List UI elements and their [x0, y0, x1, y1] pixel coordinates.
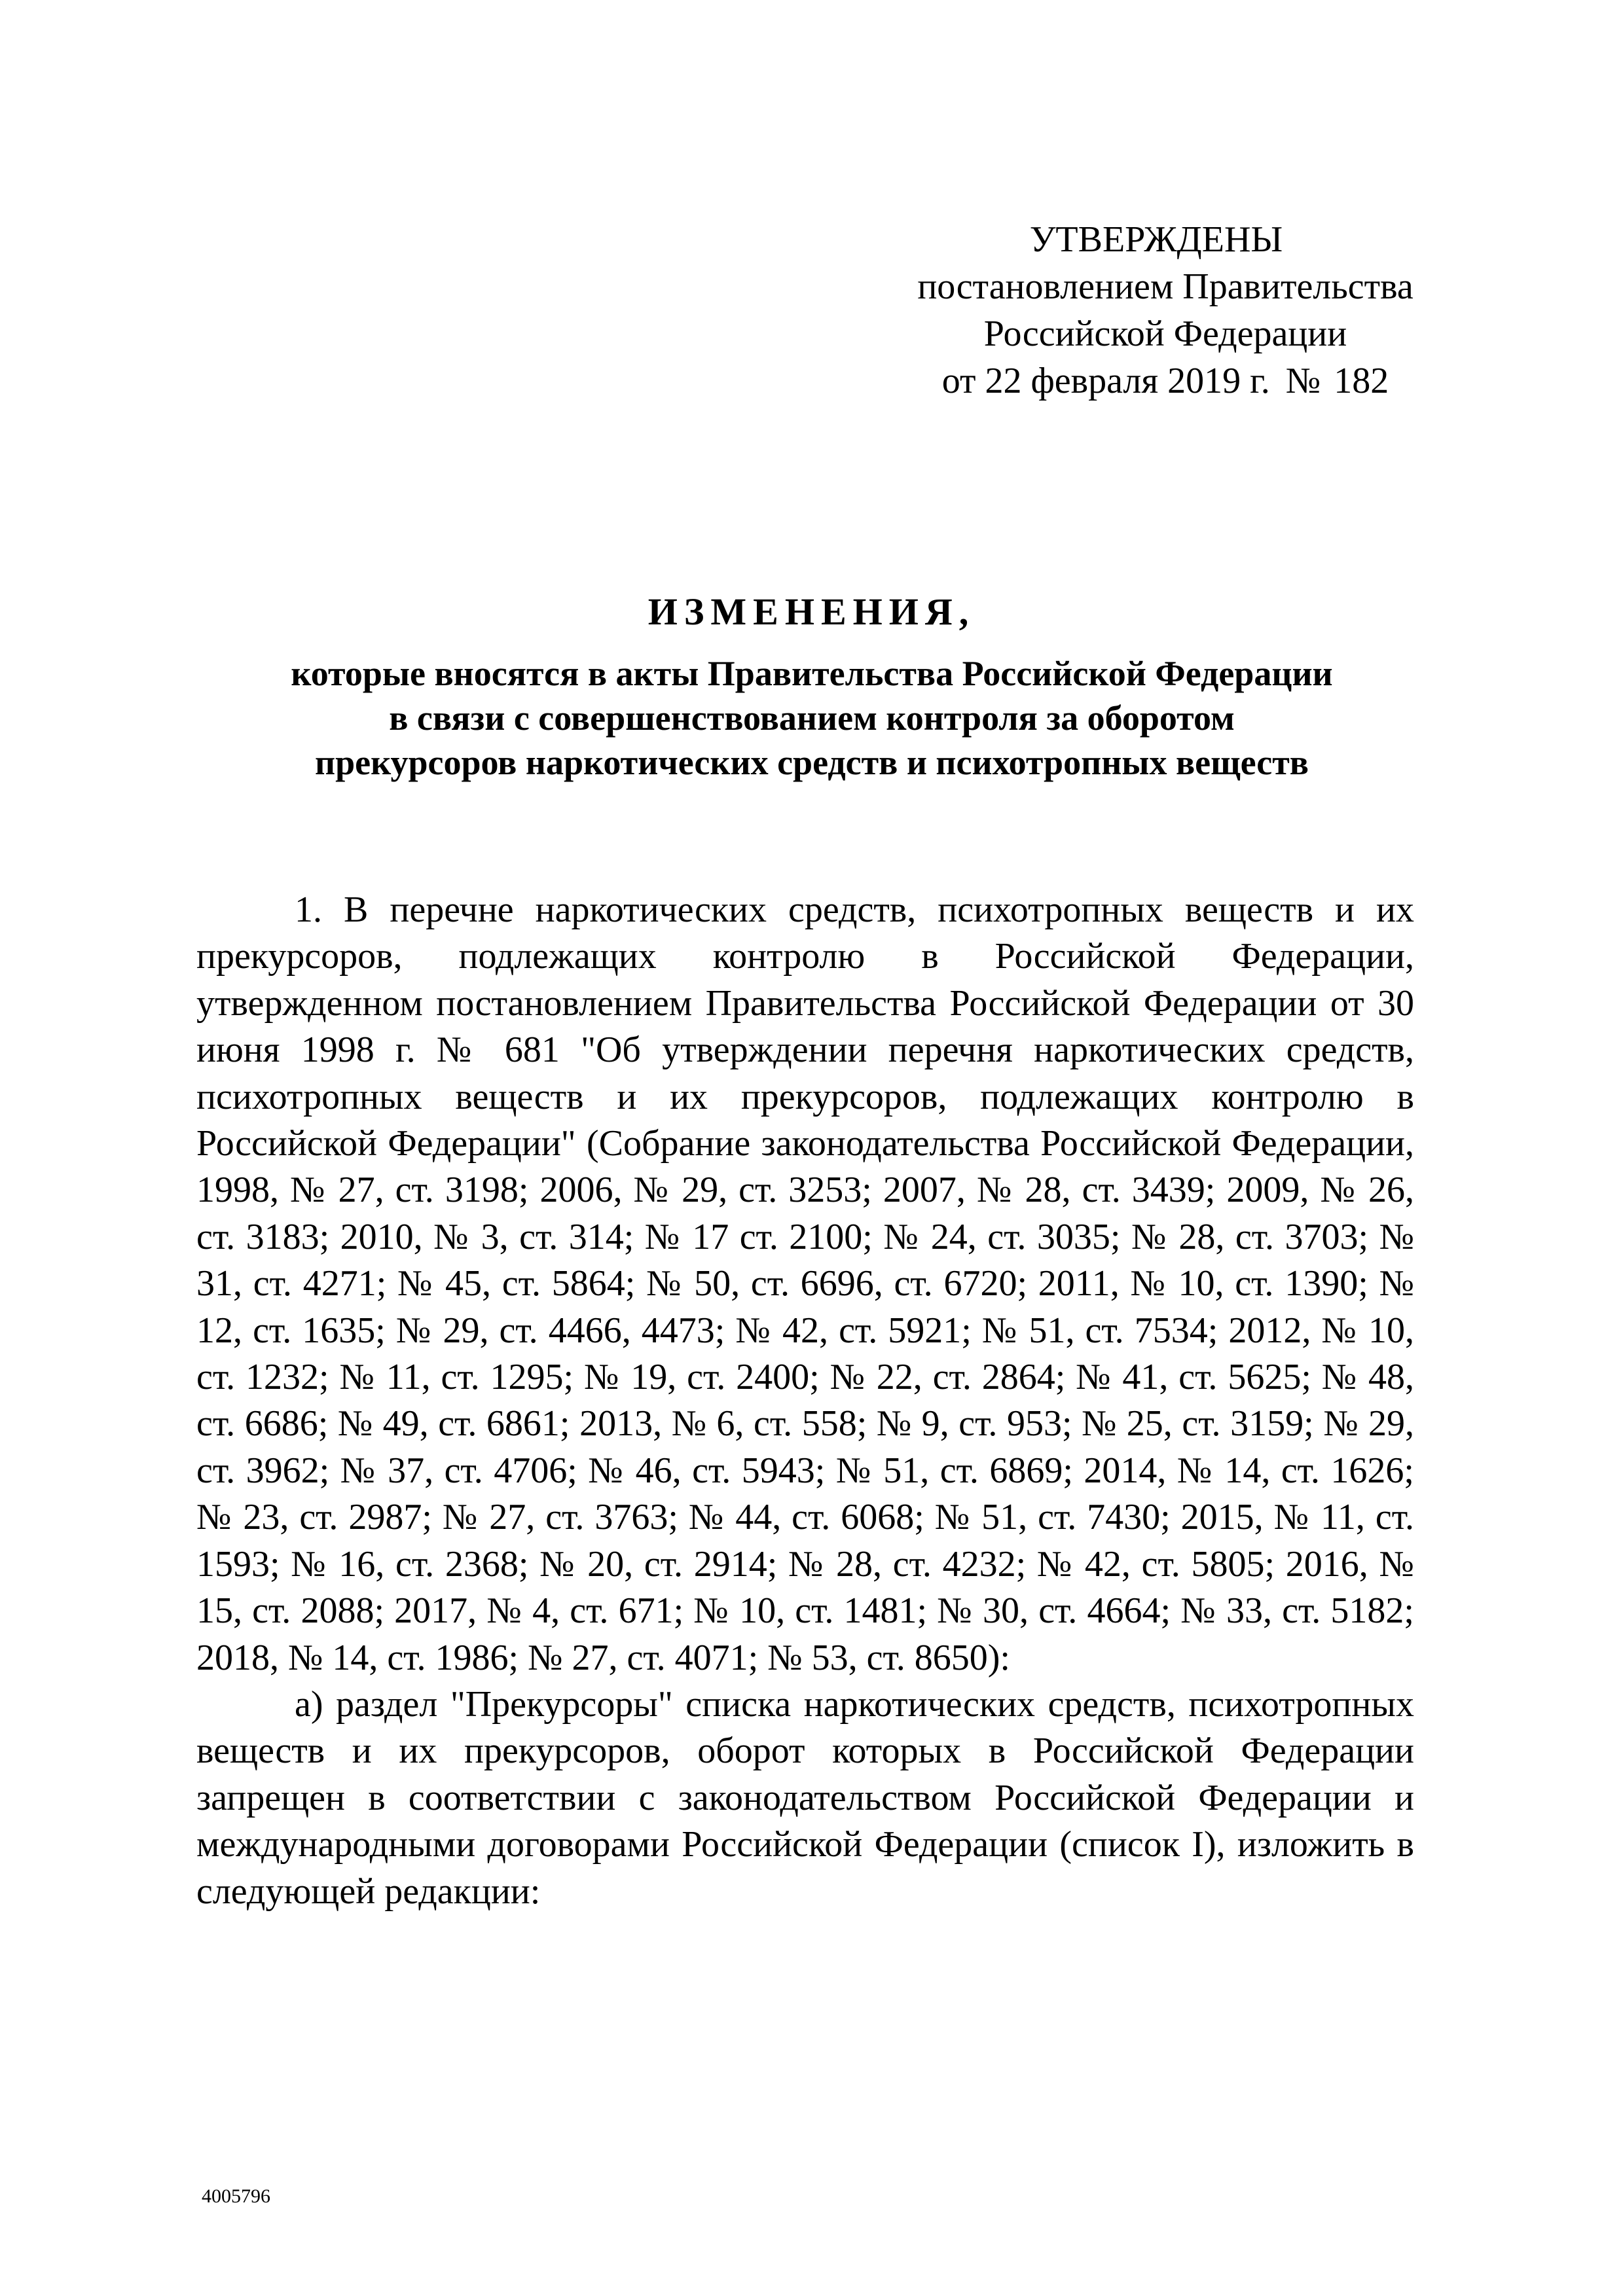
subtitle-line-1: которые вносятся в акты Правительства Российской Федерации [291, 654, 1333, 693]
document-subtitle [164, 651, 1460, 785]
approval-date-number [871, 357, 1460, 404]
paragraph-1: 1. В перечне наркотических средств, психотропных веществ и их прекурсоров, подлежащих контролю в Российской Федерации, утвержденном постановлением Правительства Российской Федерации от 30 июня 1998 г. № 681 "Об утверждении перечня наркотических средств, психотропных веществ и их прекурсоров, подлежащих контролю в Российской Федерации" (Собрание законодательства Российской Федерации, 1998, № 27, ст. 3198; 2006, № 29, ст. 3253; 2007, № 28, ст. 3439; 2009, № 26, ст. 3183; 2010, № 3, ст. 314; № 17 ст. 2100; № 24, ст. 3035; № 28, ст. 3703; № 31, ст. 4271; № 45, ст. 5864; № 50, ст. 6696, ст. 6720; 2011, № 10, ст. 1390; № 12, ст. 1635; № 29, ст. 4466, 4473; № 42, ст. 5921; № 51, ст. 7534; 2012, № 10, ст. 1232; № 11, ст. 1295; № 19, ст. 2400; № 22, ст. 2864; № 41, ст. 5625; № 48, ст. 6686; № 49, ст. 6861; 2013, № 6, ст. 558; № 9, ст. 953; № 25, ст. 3159; № 29, ст. 3962; № 37, ст. 4706; № 46, ст. 5943; № 51, ст. 6869; 2014, № 14, ст. 1626; № 23, ст. 2987; № 27, ст. 3763; № 44, ст. 6068; № 51, ст. 7430; 2015, № 11, ст. 1593; № 16, ст. 2368; № 20, ст. 2914; № 28, ст. 4232; № 42, ст. 5805; 2016, № 15, ст. 2088; 2017, № 4, ст. 671; № 10, ст. 1481; № 30, ст. 4664; № 33, ст. 5182; 2018, № 14, ст. 1986; № 27, ст. 4071; № 53, ст. 8650): [196, 889, 1414, 1678]
document-body [196, 887, 1414, 1915]
paragraph-2: а) раздел "Прекурсоры" списка наркотических средств, психотропных веществ и их прекурсоров, оборот которых в Российской Федерации запрещен в соответствии с законодательством Российской Федерации и международными договорами Российской Федерации (список I), изложить в следующей редакции: [196, 1683, 1414, 1912]
approval-line-2: Российской Федерации [983, 314, 1347, 354]
approval-line-1: постановлением Правительства [917, 266, 1413, 307]
number-sign: № [1285, 361, 1321, 401]
document-title: ИЗМЕНЕНИЯ, [647, 590, 976, 633]
approval-title: УТВЕРЖДЕНЫ [1029, 219, 1283, 260]
footer-document-code: 4005796 [202, 2185, 270, 2207]
subtitle-line-3: прекурсоров наркотических средств и психотропных веществ [315, 743, 1309, 782]
approval-number: 182 [1334, 361, 1389, 401]
subtitle-line-2: в связи с совершенствованием контроля за оборотом [389, 698, 1235, 738]
approval-date: от 22 февраля 2019 г. [941, 361, 1270, 401]
approval-stamp [871, 216, 1460, 404]
